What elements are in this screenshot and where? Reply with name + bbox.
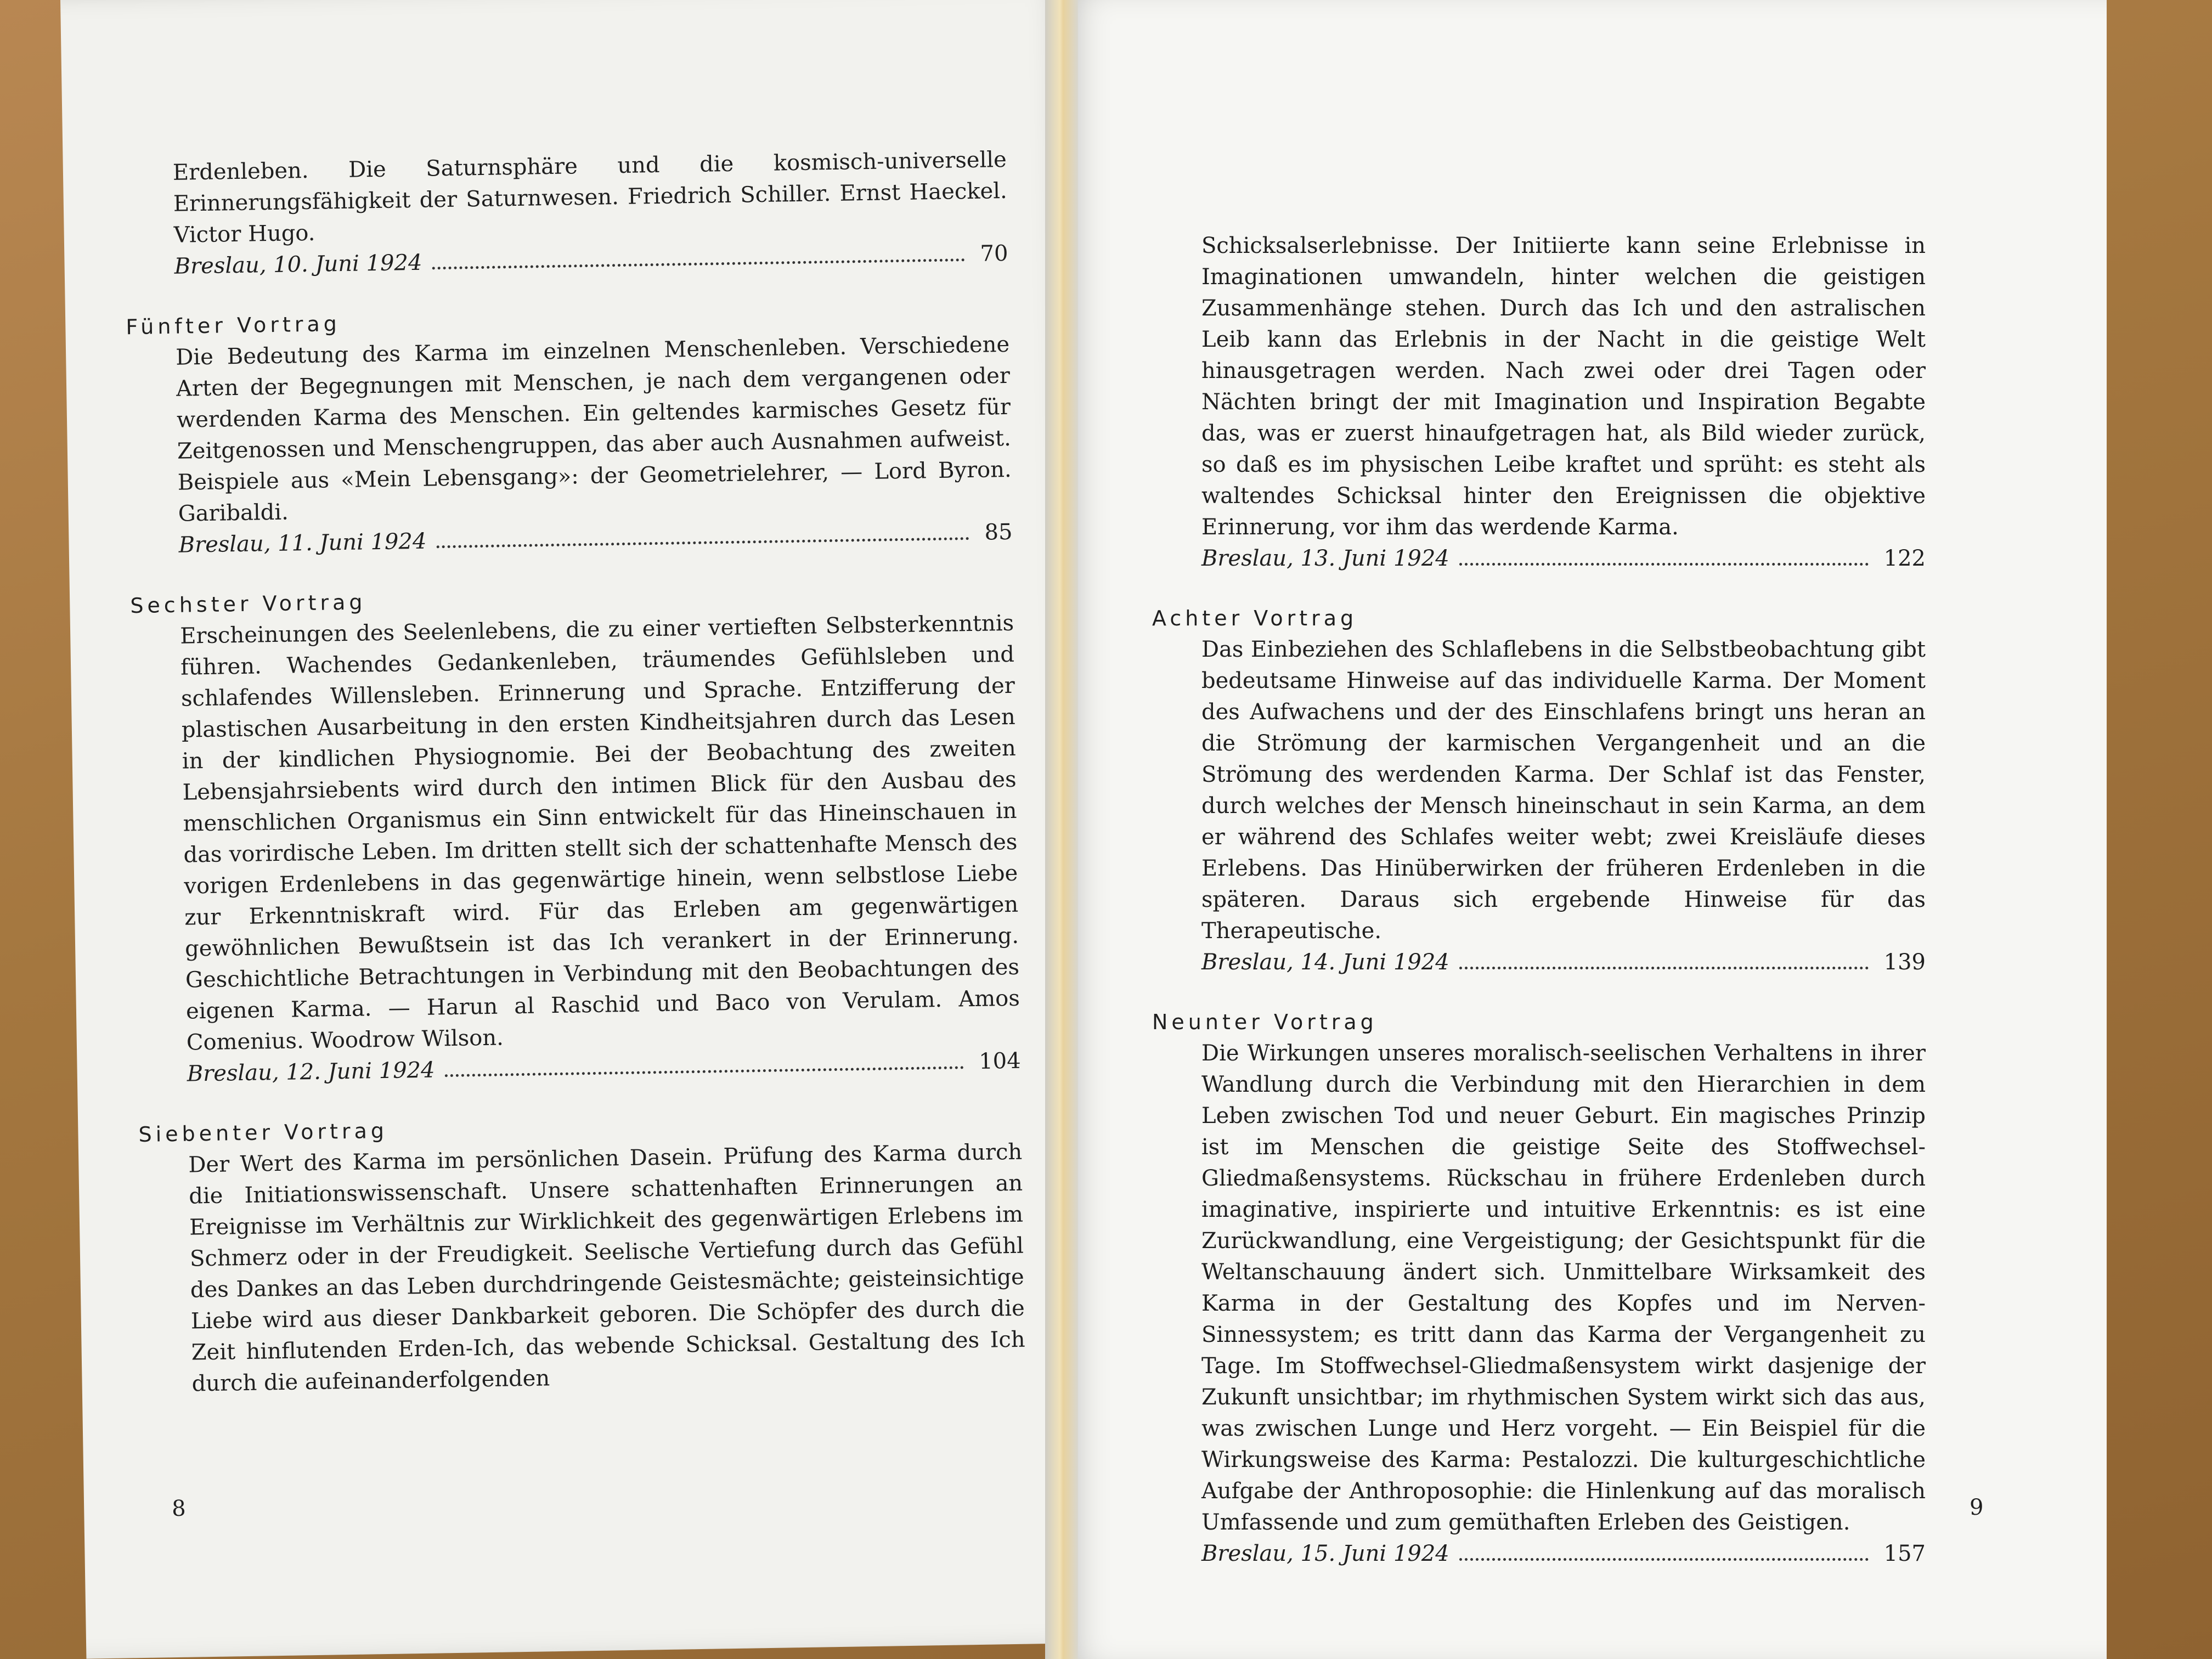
toc-entry bbox=[1152, 603, 1926, 978]
entry-summary: Die Wirkungen unseres moralisch-seelischen Verhaltens in ihrer Wandlung durch die Verbindung mit den Hierarchien in dem Leben zwischen Tod und neuer Geburt. Ein magisches Prinzip ist im Menschen die geistige Seite des Stoffwechsel-Gliedmaßensystems. Rückschau in frühere Erdenleben durch imaginative, inspirierte und intuitive Erkenntnis: es ist eine Zurückwandlung, eine Vergeistigung; der Gesichtspunkt für die Weltanschauung ändert sich. Unmittelbare Wirksamkeit des Karma in der Gestaltung des Kopfes und im Nerven-Sinnessystem; es tritt dann das Karma der Vergangenheit zu Tage. Im Stoffwechsel-Gliedmaßensystem wirkt dasjenige der Zukunft unsichtbar; im rhythmischen System wirkt sich das aus, was zwischen Lunge und Herz vorgeht. — Ein Beispiel für die Wirkungsweise des Karma: Pestalozzi. Die kulturgeschichtliche Aufgabe der Anthroposophie: die Hinlenkung auf das moralisch Umfassende und zum gemüthaften Erleben des Geistigen. bbox=[1201, 1041, 1926, 1535]
toc-entry bbox=[138, 1105, 1026, 1400]
entry-page-number: 70 bbox=[980, 240, 1008, 267]
dot-leader bbox=[432, 258, 964, 269]
left-page-content bbox=[126, 144, 1026, 1429]
entry-date: Breslau, 13. Juni 1924 bbox=[1201, 546, 1449, 571]
dot-leader bbox=[436, 537, 969, 548]
toc-entry bbox=[173, 144, 1008, 283]
book-gutter bbox=[1045, 0, 1078, 1659]
entry-summary: Schicksalserlebnisse. Der Initiierte kann seine Erlebnisse in Imaginationen umwandeln, hinter welchen die geistigen Zusammenhänge stehen. Durch das Ich und den astralischen Leib kann das Erlebnis in der Nacht in die geistige Welt hinausgetragen werden. Nach zwei oder drei Tagen oder Nächten bringt der mit Imagination und Inspiration Begabte das, was er zuerst hinaufgetragen hat, als Bild wieder zurück, so daß es im physischen Leibe kraftet und sprüht: es steht als waltendes Schicksal hinter den Ereignissen die objektive Erinnerung, vor ihm das werdende Karma. bbox=[1201, 233, 1926, 540]
toc-entry bbox=[1201, 230, 1926, 574]
page-folio: 9 bbox=[1970, 1495, 1984, 1520]
toc-entry bbox=[1152, 1007, 1926, 1570]
entry-date: Breslau, 10. Juni 1924 bbox=[174, 250, 422, 279]
entry-summary: Der Wert des Karma im persönlichen Dasein. Prüfung des Karma durch die Initiationswissenschaft. Unsere schattenhaften Erinnerungen an Ereignisse im Verhältnis zur Wirklichkeit des gegenwärtigen Erlebens im Schmerz oder in der Freudigkeit. Seelische Vertiefung durch das Gefühl des Dankes an das Leben durchdringende Geistesmächte; geisteinsichtige Liebe wird aus dieser Dankbarkeit geboren. Die Schöpfer des durch die Zeit hinflutenden Erden-Ich, das webende Schicksal. Gestaltung des Ich durch die aufeinanderfolgenden bbox=[188, 1139, 1025, 1397]
entry-summary: Die Bedeutung des Karma im einzelnen Menschenleben. Verschiedene Arten der Begegnungen mit Menschen, je nach dem vergangenen oder werdenden Karma des Menschen. Ein geltendes karmisches Gesetz für Zeitgenossen und Menschengruppen, das aber auch Ausnahmen aufweist. Beispiele aus «Mein Lebensgang»: der Geometrielehrer, — Lord Byron. Garibaldi. bbox=[175, 331, 1012, 527]
lecture-heading: Neunter Vortrag bbox=[1152, 1010, 1378, 1034]
entry-date: Breslau, 14. Juni 1924 bbox=[1201, 950, 1449, 975]
entry-date-row bbox=[1201, 947, 1926, 978]
entry-page-number: 122 bbox=[1883, 546, 1926, 571]
entry-date: Breslau, 11. Juni 1924 bbox=[178, 528, 427, 558]
dot-leader bbox=[445, 1065, 964, 1077]
entry-page-number: 139 bbox=[1883, 950, 1926, 975]
entry-page-number: 85 bbox=[984, 519, 1013, 545]
lecture-heading: Fünfter Vortrag bbox=[126, 312, 341, 340]
page-folio: 8 bbox=[171, 1496, 187, 1522]
entry-page-number: 157 bbox=[1883, 1541, 1926, 1566]
lecture-heading: Sechster Vortrag bbox=[130, 590, 366, 618]
entry-summary: Erdenleben. Die Saturnsphäre und die kosmisch-universelle Erinnerungsfähigkeit der Saturnwesen. Friedrich Schiller. Ernst Haeckel. Victor Hugo. bbox=[172, 146, 1008, 248]
dot-leader bbox=[1459, 966, 1869, 969]
toc-entry bbox=[126, 298, 1013, 561]
entry-date-row bbox=[1201, 1538, 1926, 1570]
entry-date: Breslau, 15. Juni 1924 bbox=[1201, 1541, 1449, 1566]
entry-date-row bbox=[1201, 543, 1926, 574]
toc-entry bbox=[130, 577, 1021, 1090]
entry-summary: Das Einbeziehen des Schlaflebens in die Selbstbeobachtung gibt bedeutsame Hinweise auf das individuelle Karma. Der Moment des Aufwachens und der des Einschlafens bringt uns heran an die Strömung der karmischen Vergangenheit und an die Strömung des werdenden Karma. Der Schlaf ist das Fenster, durch welches der Mensch hineinschaut in sein Karma, an dem er während des Schlafes weiter webt; zwei Kreisläufe dieses Erlebens. Das Hinüberwirken der früheren Erdenleben in die späteren. Daraus sich ergebende Hinweise für das Therapeutische. bbox=[1201, 637, 1926, 944]
lecture-heading: Achter Vortrag bbox=[1152, 606, 1358, 630]
entry-date: Breslau, 12. Juni 1924 bbox=[187, 1057, 435, 1087]
right-page-content bbox=[1152, 230, 1926, 1598]
left-book-page bbox=[60, 0, 1096, 1659]
right-book-page bbox=[1064, 0, 2107, 1659]
entry-page-number: 104 bbox=[978, 1048, 1021, 1074]
lecture-heading: Siebenter Vortrag bbox=[138, 1118, 388, 1147]
dot-leader bbox=[1459, 1558, 1869, 1561]
dot-leader bbox=[1459, 562, 1869, 566]
entry-summary: Erscheinungen des Seelenlebens, die zu einer vertieften Selbsterkenntnis führen. Wachendes Gedankenleben, träumendes Gefühlsleben und schlafendes Willensleben. Erinnerung und Sprache. Entzifferung der plastischen Ausarbeitung in den ersten Kindheitsjahren durch das Lesen in der kindlichen Physiognomie. Bei der Beobachtung des zweiten Lebensjahrsiebents wird durch den intimen Blick für den Ausbau des menschlichen Organismus ein Sinn entwickelt für das Hineinschauen in das vorirdische Leben. Im dritten stellt sich der schattenhafte Mensch des vorigen Erdenlebens in das gegenwärtige hinein, wenn selbstlose Liebe zur Erkenntniskraft wird. Für das Erleben am gegenwärtigen gewöhnlichen Bewußtsein ist das Ich verankert in der Erinnerung. Geschichtliche Betrachtungen in Verbindung mit den Beobachtungen des eigenen Karma. — Harun al Raschid und Baco von Verulam. Amos Comenius. Woodrow Wilson. bbox=[179, 610, 1020, 1056]
